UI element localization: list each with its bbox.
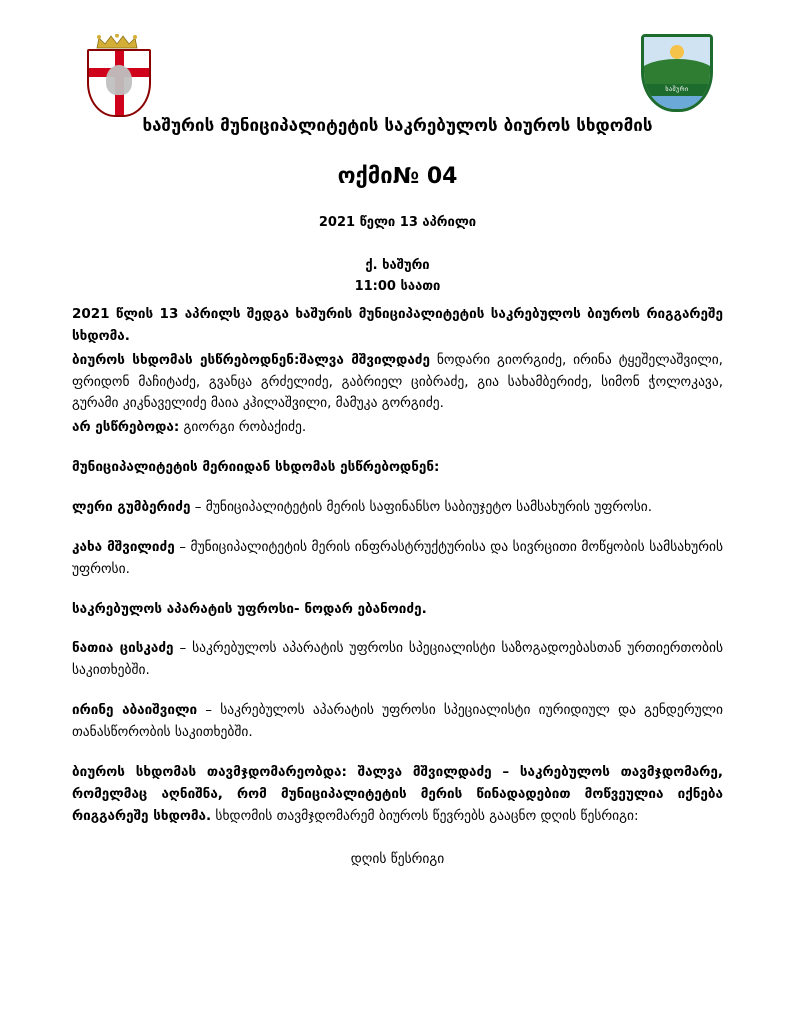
- document-content: [0, 115, 791, 867]
- st-george-figure: [106, 65, 132, 95]
- municipality-shield: [641, 34, 713, 112]
- staff-row: [72, 638, 723, 682]
- crown-icon: [95, 34, 139, 50]
- municipality-name-band: [644, 84, 710, 96]
- water-band: [644, 96, 710, 109]
- emblem-row: [0, 0, 791, 115]
- chair-statement-rest: სხდომის თავმჯდომარემ ბიუროს წევრებს გააცნო დღის წესრიგი:: [211, 807, 639, 824]
- official-row: [72, 537, 723, 581]
- mayor-office-label: მუნიციპალიტეტის მერიიდან სხდომას ესწრებოდნენ:: [72, 459, 440, 476]
- staff-name: ირინე აბაიშვილი: [72, 702, 198, 719]
- organization-title: ხაშურის მუნიციპალიტეტის საკრებულოს ბიუროს სხდომის: [142, 116, 653, 136]
- attendees-chair-name: შალვა მშვილდაძე: [299, 351, 430, 368]
- apparatus-head: საკრებულოს აპარატის უფროსი- ნოდარ ებანოიძე.: [72, 600, 427, 617]
- staff-role: – საკრებულოს აპარატის უფროსი სპეციალისტი იურიდიულ და გენდერული თანასწორობის საკითხებში.: [72, 702, 723, 740]
- georgia-coat-of-arms-icon: [86, 34, 148, 114]
- sun-icon: [670, 45, 684, 59]
- official-role: – მუნიციპალიტეტის მერის საფინანსო საბიუჯეტო სამსახურის უფროსი.: [190, 498, 653, 515]
- shield-shape: [86, 34, 148, 114]
- document-time: 11:00 საათი: [354, 278, 441, 294]
- shield-body: [87, 49, 151, 117]
- official-row: [72, 497, 723, 519]
- document-date: 2021 წელი 13 აპრილი: [318, 214, 477, 230]
- intro-paragraph: 2021 წლის 13 აპრილს შედგა ხაშურის მუნიციპალიტეტის საკრებულოს ბიუროს რიგგარეშე სხდომა.: [72, 305, 723, 344]
- municipality-name-text: ხაშური: [665, 86, 689, 93]
- chair-statement-bold: ბიუროს სხდომას თავმჯდომარეობდა: შალვა მშვილდაძე – საკრებულოს თავმჯდომარე, რომელმაც აღნიშნა, რომ მუნიციპალიტეტის მერის წინადადებით მოწვეულია იქნება რიგგარეშე სხდომა.: [72, 763, 723, 824]
- absent-paragraph: [72, 417, 723, 439]
- document-city: ქ. ხაშური: [365, 257, 430, 273]
- absent-value: გიორგი რობაქიძე.: [179, 419, 307, 436]
- attendees-list: ნოდარი გიორგიძე, ირინა ტყეშელაშვილი, ფრიდონ მაჩიტაძე, გვანცა გრძელიძე, გაბრიელ ციბრაძე, გია სახამბერიძე, სიმონ ჭოლოკავა, გურამი კიკნაველიძე მაია კჰილაშვილი, მამუკა გორგიძე.: [72, 351, 723, 412]
- municipality-shield-body: [641, 34, 713, 112]
- chair-paragraph: [72, 762, 723, 828]
- staff-role: – საკრებულოს აპარატის უფროსი სპეციალისტი საზოგადოებასთან ურთიერთობის საკითხებში.: [72, 640, 723, 679]
- absent-label: არ ესწრებოდა:: [72, 419, 180, 436]
- attendees-paragraph: [72, 350, 723, 416]
- official-name: ლერი გუმბერიძე: [72, 498, 191, 515]
- official-name: კახა მშვილიძე: [72, 538, 175, 555]
- document-title: ოქმი№ 04: [337, 163, 458, 189]
- agenda-title: დღის წესრიგი: [350, 851, 445, 868]
- attendees-label: ბიუროს სხდომას ესწრებოდნენ:: [72, 351, 300, 368]
- official-role: – მუნიციპალიტეტის მერის ინფრასტრუქტურისა და სივრცითი მოწყობის სამსახურის უფროსი.: [72, 538, 723, 577]
- municipality-emblem-icon: [641, 34, 713, 112]
- staff-row: [72, 700, 723, 744]
- staff-name: ნათია ცისკაძე: [72, 640, 174, 657]
